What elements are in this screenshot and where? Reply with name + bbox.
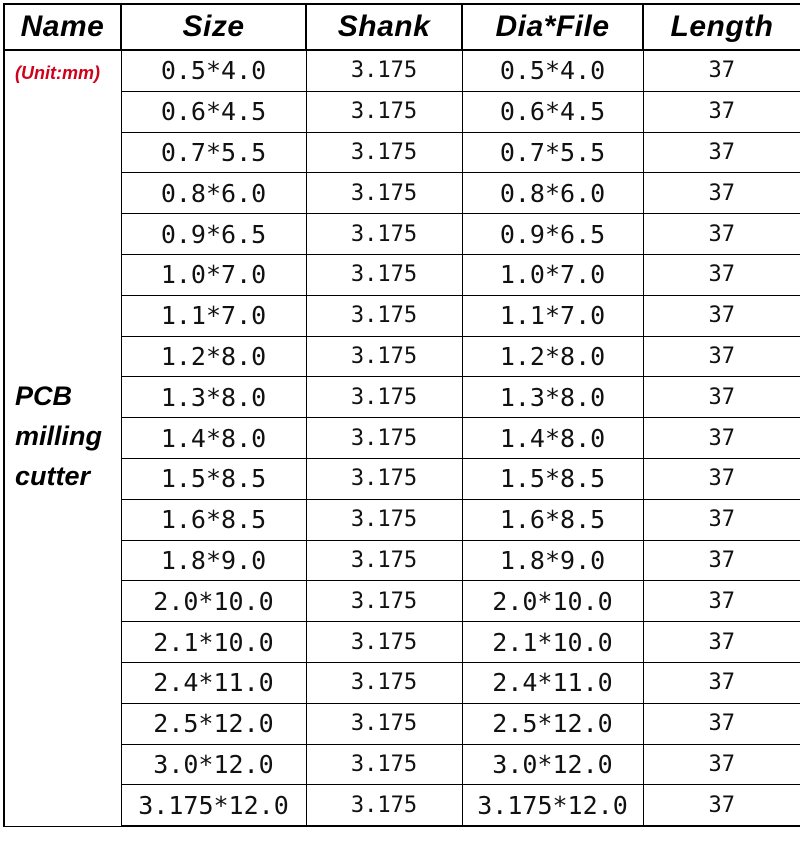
shank-cell: 3.175 bbox=[306, 703, 462, 744]
size-cell: 1.3*8.0 bbox=[121, 377, 306, 418]
length-cell: 37 bbox=[643, 214, 800, 255]
size-cell: 1.6*8.5 bbox=[121, 499, 306, 540]
shank-cell: 3.175 bbox=[306, 214, 462, 255]
length-cell: 37 bbox=[643, 499, 800, 540]
dia-file-cell: 0.7*5.5 bbox=[462, 132, 643, 173]
length-cell: 37 bbox=[643, 662, 800, 703]
shank-cell: 3.175 bbox=[306, 132, 462, 173]
dia-file-cell: 0.8*6.0 bbox=[462, 173, 643, 214]
length-cell: 37 bbox=[643, 91, 800, 132]
header-dia-file: Dia*File bbox=[462, 4, 643, 50]
size-cell: 1.5*8.5 bbox=[121, 458, 306, 499]
dia-file-cell: 1.4*8.0 bbox=[462, 418, 643, 459]
shank-cell: 3.175 bbox=[306, 418, 462, 459]
table-row bbox=[4, 785, 800, 826]
size-cell: 1.0*7.0 bbox=[121, 254, 306, 295]
dia-file-cell: 2.4*11.0 bbox=[462, 662, 643, 703]
shank-cell: 3.175 bbox=[306, 458, 462, 499]
size-cell: 2.4*11.0 bbox=[121, 662, 306, 703]
table-row bbox=[4, 336, 800, 377]
table-row bbox=[4, 744, 800, 785]
table-row bbox=[4, 173, 800, 214]
table-row bbox=[4, 662, 800, 703]
dia-file-cell: 0.6*4.5 bbox=[462, 91, 643, 132]
shank-cell: 3.175 bbox=[306, 173, 462, 214]
table-row bbox=[4, 418, 800, 459]
table-row bbox=[4, 540, 800, 581]
shank-cell: 3.175 bbox=[306, 622, 462, 663]
size-cell: 3.175*12.0 bbox=[121, 785, 306, 826]
dia-file-cell: 0.5*4.0 bbox=[462, 50, 643, 91]
size-cell: 2.0*10.0 bbox=[121, 581, 306, 622]
table-row bbox=[4, 703, 800, 744]
dia-file-cell: 1.5*8.5 bbox=[462, 458, 643, 499]
shank-cell: 3.175 bbox=[306, 540, 462, 581]
size-cell: 1.4*8.0 bbox=[121, 418, 306, 459]
table-row bbox=[4, 499, 800, 540]
header-size: Size bbox=[121, 4, 306, 50]
table-row bbox=[4, 377, 800, 418]
length-cell: 37 bbox=[643, 785, 800, 826]
size-cell: 0.8*6.0 bbox=[121, 173, 306, 214]
dia-file-cell: 1.8*9.0 bbox=[462, 540, 643, 581]
size-cell: 0.9*6.5 bbox=[121, 214, 306, 255]
length-cell: 37 bbox=[643, 540, 800, 581]
length-cell: 37 bbox=[643, 622, 800, 663]
header-name: Name bbox=[4, 4, 121, 50]
product-name: PCB milling cutter bbox=[15, 381, 102, 491]
length-cell: 37 bbox=[643, 458, 800, 499]
table-row bbox=[4, 295, 800, 336]
length-cell: 37 bbox=[643, 254, 800, 295]
table-row bbox=[4, 458, 800, 499]
header-length: Length bbox=[643, 4, 800, 50]
shank-cell: 3.175 bbox=[306, 91, 462, 132]
dia-file-cell: 2.0*10.0 bbox=[462, 581, 643, 622]
dia-file-cell: 1.6*8.5 bbox=[462, 499, 643, 540]
shank-cell: 3.175 bbox=[306, 785, 462, 826]
dia-file-cell: 1.1*7.0 bbox=[462, 295, 643, 336]
length-cell: 37 bbox=[643, 703, 800, 744]
table-row bbox=[4, 214, 800, 255]
size-cell: 1.2*8.0 bbox=[121, 336, 306, 377]
shank-cell: 3.175 bbox=[306, 499, 462, 540]
dia-file-cell: 3.0*12.0 bbox=[462, 744, 643, 785]
table-row bbox=[4, 581, 800, 622]
length-cell: 37 bbox=[643, 50, 800, 91]
size-cell: 2.5*12.0 bbox=[121, 703, 306, 744]
shank-cell: 3.175 bbox=[306, 254, 462, 295]
length-cell: 37 bbox=[643, 295, 800, 336]
dia-file-cell: 3.175*12.0 bbox=[462, 785, 643, 826]
name-cell bbox=[4, 50, 121, 826]
table-row bbox=[4, 132, 800, 173]
length-cell: 37 bbox=[643, 744, 800, 785]
dia-file-cell: 1.0*7.0 bbox=[462, 254, 643, 295]
header-row bbox=[4, 4, 800, 50]
table-row bbox=[4, 622, 800, 663]
dia-file-cell: 1.2*8.0 bbox=[462, 336, 643, 377]
header-shank: Shank bbox=[306, 4, 462, 50]
size-cell: 0.5*4.0 bbox=[121, 50, 306, 91]
dia-file-cell: 2.5*12.0 bbox=[462, 703, 643, 744]
shank-cell: 3.175 bbox=[306, 581, 462, 622]
table-row bbox=[4, 50, 800, 91]
table-row bbox=[4, 91, 800, 132]
dia-file-cell: 2.1*10.0 bbox=[462, 622, 643, 663]
spec-table bbox=[3, 3, 800, 827]
length-cell: 37 bbox=[643, 132, 800, 173]
length-cell: 37 bbox=[643, 418, 800, 459]
length-cell: 37 bbox=[643, 581, 800, 622]
shank-cell: 3.175 bbox=[306, 744, 462, 785]
size-cell: 0.6*4.5 bbox=[121, 91, 306, 132]
table-row bbox=[4, 254, 800, 295]
unit-note: (Unit:mm) bbox=[15, 63, 100, 83]
size-cell: 3.0*12.0 bbox=[121, 744, 306, 785]
length-cell: 37 bbox=[643, 377, 800, 418]
size-cell: 1.1*7.0 bbox=[121, 295, 306, 336]
dia-file-cell: 0.9*6.5 bbox=[462, 214, 643, 255]
size-cell: 2.1*10.0 bbox=[121, 622, 306, 663]
shank-cell: 3.175 bbox=[306, 295, 462, 336]
length-cell: 37 bbox=[643, 336, 800, 377]
shank-cell: 3.175 bbox=[306, 377, 462, 418]
shank-cell: 3.175 bbox=[306, 50, 462, 91]
size-cell: 1.8*9.0 bbox=[121, 540, 306, 581]
size-cell: 0.7*5.5 bbox=[121, 132, 306, 173]
shank-cell: 3.175 bbox=[306, 336, 462, 377]
dia-file-cell: 1.3*8.0 bbox=[462, 377, 643, 418]
shank-cell: 3.175 bbox=[306, 662, 462, 703]
length-cell: 37 bbox=[643, 173, 800, 214]
